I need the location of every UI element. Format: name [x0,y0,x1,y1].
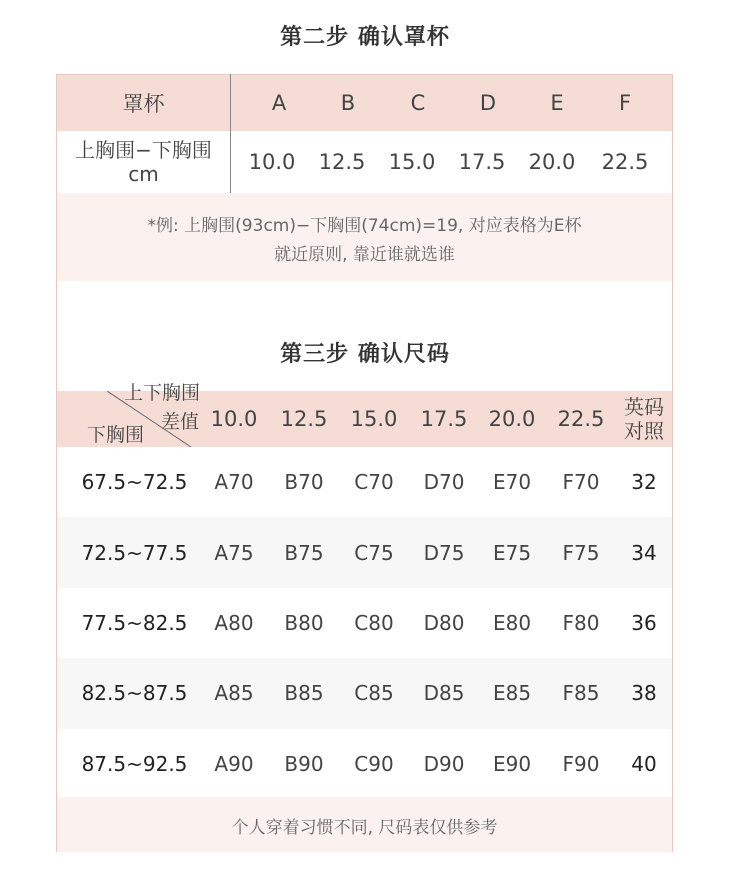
diff-value: 17.5 [458,150,506,174]
cup-diff-row [57,131,672,193]
diff-label [57,131,230,193]
example-note-line1: *例: 上胸围(93cm)−下胸围(74cm)=19, 对应表格为E杯 [147,216,582,236]
size-cell: B80 [284,610,324,635]
uk-header-line1: 英码 [624,395,664,419]
size-cell: A90 [214,751,254,776]
diff-value: 10.0 [248,150,296,174]
size-col-header: 22.5 [557,407,605,431]
uk-size-cell: 40 [631,751,657,776]
underbust-range: 82.5~87.5 [81,681,188,706]
size-cell: D70 [423,470,465,495]
step2-title: 第二步 确认罩杯 [280,25,450,50]
size-cell: E85 [492,681,532,706]
diff-label-line2: cm [128,162,159,186]
size-cell: F90 [562,751,600,776]
table-row [57,447,672,517]
uk-size-cell: 34 [631,540,657,565]
size-col-header: 20.0 [488,407,536,431]
size-cell: F80 [562,610,600,635]
cup-a: A [271,91,287,115]
example-note-line2: 就近原则, 靠近谁就选谁 [274,245,455,265]
size-cell: E80 [492,610,532,635]
diff-label-line1: 上胸围−下胸围 [75,138,212,162]
size-col-header: 10.0 [210,407,258,431]
size-header-row [57,382,672,447]
uk-header [614,391,674,447]
size-cell: F75 [562,540,600,565]
size-cell: C80 [354,610,394,635]
underbust-range: 87.5~92.5 [81,751,188,776]
size-cell: A80 [214,610,254,635]
diff-value: 20.0 [528,150,576,174]
size-cell: B85 [284,681,324,706]
size-cell: F70 [562,470,600,495]
uk-size-cell: 38 [631,681,657,706]
diff-value: 15.0 [388,150,436,174]
size-cell: F85 [562,681,600,706]
size-cell: D75 [423,540,465,565]
table-row [57,517,672,587]
size-cell: D85 [423,681,465,706]
size-cell: A85 [214,681,254,706]
size-cell: E70 [492,470,532,495]
size-cell: B70 [284,470,324,495]
underbust-range: 67.5~72.5 [81,470,188,495]
size-cell: D90 [423,751,465,776]
footer-note: 个人穿着习惯不同, 尺码表仅供参考 [231,818,498,838]
underbust-range: 72.5~77.5 [81,540,188,565]
table-row [57,588,672,658]
cup-c: C [410,91,426,115]
cup-header-row [57,75,672,131]
size-cell: C75 [354,540,394,565]
size-cell: D80 [423,610,465,635]
size-cell: C85 [354,681,394,706]
size-cell: C90 [354,751,394,776]
step3-title: 第三步 确认尺码 [280,342,450,367]
size-cell: A75 [214,540,254,565]
diff-value: 22.5 [601,150,649,174]
cup-b: B [340,91,356,115]
size-col-header: 12.5 [280,407,328,431]
size-col-header: 15.0 [350,407,398,431]
size-cell: A70 [214,470,254,495]
column-divider [230,74,231,193]
uk-header-line2: 对照 [624,419,664,443]
table-row [57,729,672,799]
diff-value: 12.5 [318,150,366,174]
size-cell: B75 [284,540,324,565]
table-row [57,658,672,728]
size-cell: E75 [492,540,532,565]
corner-top-label-line1: 上下胸围 [124,382,201,404]
example-note-block [57,193,672,281]
cup-d: D [479,91,497,115]
size-cell: C70 [354,470,394,495]
uk-size-cell: 36 [631,610,657,635]
cup-f: F [618,91,632,115]
uk-size-cell: 32 [631,470,657,495]
cup-header-label: 罩杯 [122,92,165,116]
corner-top-label-line2: 差值 [161,411,200,433]
cup-e: E [550,91,564,115]
size-cell: B90 [284,751,324,776]
underbust-range: 77.5~82.5 [81,610,188,635]
corner-bottom-label: 下胸围 [87,424,145,446]
size-col-header: 17.5 [420,407,468,431]
size-cell: E90 [492,751,532,776]
